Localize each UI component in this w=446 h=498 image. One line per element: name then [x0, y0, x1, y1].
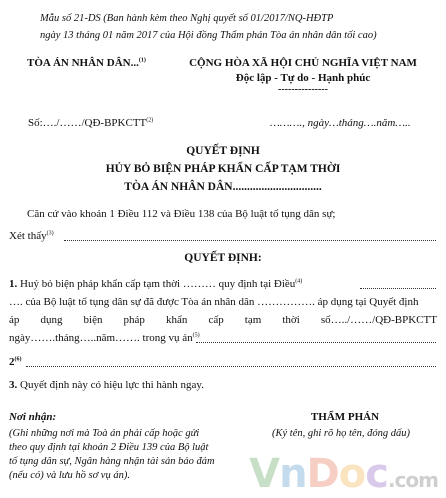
clause-1-fill-line — [360, 288, 436, 289]
form-note-line2: ngày 13 tháng 01 năm 2017 của Hội đồng Thẩm phán Tòa án nhân dân tối cao) — [40, 30, 377, 41]
watermark-letter: o — [338, 451, 366, 497]
recipients-line: (nếu có) và lưu hồ sơ vụ án). — [9, 470, 130, 481]
recipients-line: theo quy định tại khoản 2 Điều 139 của Bộ luật — [9, 442, 209, 453]
clause-1-word: áp — [9, 314, 20, 326]
watermark-letter: D — [306, 451, 339, 497]
court-name-footnote: (1) — [138, 57, 146, 64]
clause-1-word: dụng — [40, 314, 63, 326]
recipients-line: tố tụng dân sự, Ngân hàng nhận tài sản bảo đảm — [9, 456, 215, 467]
nation-motto: Độc lập - Tự do - Hạnh phúc — [235, 72, 371, 84]
clause-1-number: 1. — [9, 278, 18, 290]
recipients-heading: Nơi nhận: — [9, 411, 57, 423]
court-name — [27, 57, 146, 70]
clause-1-line1 — [9, 278, 302, 291]
court-name-text: TÒA ÁN NHÂN DÂN... — [27, 57, 139, 69]
watermark-letter: V — [249, 451, 280, 497]
clause-1-line3 — [9, 314, 437, 327]
clause-1-line2: …. của Bộ luật tố tụng dân sự đã được Tòa án nhân dân ……………. áp dụng tại Quyết định — [9, 296, 419, 308]
clause-1-word: cấp — [208, 314, 224, 326]
consideration-footnote: (3) — [46, 230, 54, 237]
issuing-court: TÒA ÁN NHÂN DÂN............................... — [124, 181, 322, 193]
clause-1-word: khẩn — [165, 314, 188, 326]
clause-2 — [9, 356, 22, 369]
date-line: ………., ngày…tháng….năm….. — [270, 117, 411, 129]
decision-heading: QUYẾT ĐỊNH: — [184, 252, 262, 264]
recipients-line: (Ghi những nơi mà Toà án phải cấp hoặc gửi — [9, 428, 200, 439]
clause-1-case-footnote: (5) — [192, 332, 200, 339]
decision-title: QUYẾT ĐỊNH — [186, 145, 260, 157]
watermark-suffix: .com — [387, 468, 438, 492]
vndoc-watermark-logo — [249, 450, 438, 498]
judge-title: THẨM PHÁN — [310, 411, 380, 423]
clause-1-word: thời — [282, 314, 300, 326]
decision-subject: HỦY BỎ BIỆN PHÁP KHẨN CẤP TẠM THỜI — [105, 163, 341, 175]
motto-divider: --------------- — [278, 84, 328, 95]
judge-signature-note: (Ký tên, ghi rõ họ tên, đóng dấu) — [272, 428, 410, 439]
document-number-text: Số:…./……/QĐ-BPKCTT — [28, 117, 147, 129]
clause-2-fill-line — [26, 366, 436, 367]
clause-1-case-fill-line — [196, 342, 436, 343]
document-number — [28, 117, 153, 130]
nation-title: CỘNG HÒA XÃ HỘI CHỦ NGHĨA VIỆT NAM — [189, 57, 417, 69]
clause-2-number: 2 — [9, 356, 15, 368]
consideration-fill-line — [64, 240, 436, 241]
clause-1-line4 — [9, 332, 200, 345]
clause-3-text: Quyết định này có hiệu lực thi hành ngay. — [20, 379, 204, 391]
clause-1-footnote: (4) — [295, 278, 303, 285]
watermark-letter: c — [365, 451, 388, 497]
clause-1-case-text: ngày…….tháng…..năm……. trong vụ án — [9, 332, 193, 344]
watermark-letter: n — [279, 451, 307, 497]
document-number-footnote: (2) — [146, 117, 154, 124]
clause-2-footnote: (6) — [14, 356, 22, 363]
legal-basis: Căn cứ vào khoản 1 Điều 112 và Điều 138 của Bộ luật tố tụng dân sự; — [27, 208, 336, 220]
clause-1-word: tạm — [244, 314, 262, 326]
clause-1-text: Huỷ bỏ biện pháp khẩn cấp tạm thời ……… quy định tại Điều — [20, 278, 296, 290]
clause-1-word: số…../……/QĐ-BPKCTT — [320, 314, 437, 326]
clause-3-number: 3. — [9, 379, 18, 391]
clause-3 — [9, 379, 204, 392]
form-note-line1: Mẫu số 21-DS (Ban hành kèm theo Nghị quyết số 01/2017/NQ-HĐTP — [40, 13, 334, 24]
consideration — [9, 230, 54, 243]
consideration-label: Xét thấy — [9, 230, 47, 242]
clause-1-word: pháp — [123, 314, 145, 326]
clause-1-word: biện — [83, 314, 103, 326]
